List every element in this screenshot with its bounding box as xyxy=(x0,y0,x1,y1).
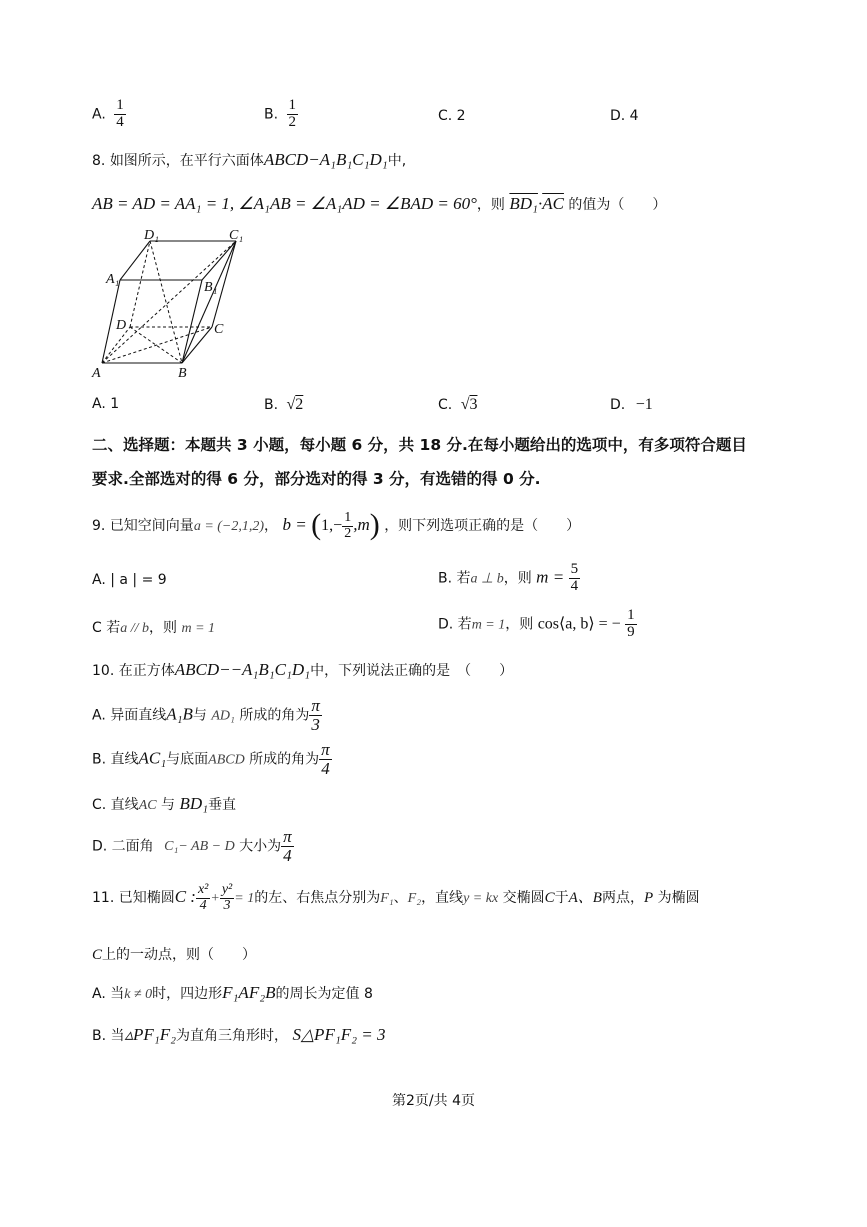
q9-stem: 9. 已知空间向量a = (−2,1,2)， b = (1,− $\frac{1}{2}$ ,m) ，则下列选项正确的是（ ） xyxy=(92,508,581,541)
q10-option-c: C. 直线AC 与 BD₁垂直 xyxy=(92,794,237,813)
q7-option-c: C. 2 xyxy=(438,108,466,124)
label-D: D xyxy=(116,318,127,333)
q8-stem: 8. 如图所示，在平行六面体ABCD−A₁B₁C₁D₁中, xyxy=(92,150,407,169)
q11-option-b: B. 当▵PF₁F₂为直角三角形时， S△PF₁F₂ = 3 xyxy=(92,1025,386,1044)
q11-stem: 11. 已知椭圆C : $\frac{\text{x²}}{4}$ + $\frac{\text{y²}}{3}$ = 1的左、右焦点分别为F₁、F₂，直线y = kx 交椭圆C于A、B两点，P 为椭圆 xyxy=(92,882,700,913)
q11-stem-line2: C上的一动点，则（ ） xyxy=(92,947,257,963)
parallelepiped-figure xyxy=(90,225,260,380)
q9-option-a: A. | a | = 9 xyxy=(92,572,167,588)
label-C1: C₁ xyxy=(229,228,244,243)
q10-option-d: D. 二面角 C₁− AB − D 大小为 $\frac{\pi}{4}$ xyxy=(92,827,292,865)
q8-option-b: B. √2 xyxy=(264,396,304,413)
section2-line2: 要求.全部选对的得 6 分，部分选对的得 3 分，有选错的得 0 分. xyxy=(92,470,541,488)
q10-stem: 10. 在正方体ABCD−−A₁B₁C₁D₁中，下列说法正确的是 （ ） xyxy=(92,660,514,679)
q8-option-c: C. √3 xyxy=(438,396,478,413)
q7-option-b: B. $\frac{1}{2}$ xyxy=(264,97,297,130)
label-A: A xyxy=(92,366,101,380)
q8-option-d: D. −1 xyxy=(610,396,653,413)
section2-line1: 二、选择题：本题共 3 小题，每小题 6 分，共 18 分.在每小题给出的选项中，有多项符合题目 xyxy=(92,436,747,454)
label-B1: B₁ xyxy=(204,280,218,295)
q7-option-a: A. $\frac{1}{4}$ xyxy=(92,97,124,130)
label-C: C xyxy=(214,322,224,337)
q10-option-b: B. 直线AC₁与底面ABCD 所成的角为 $\frac{\pi}{4}$ xyxy=(92,740,330,778)
label-D1: D₁ xyxy=(144,228,159,243)
q8-condition: AB = AD = AA₁ = 1, ∠A₁AB = ∠A₁AD = ∠BAD = 60°，则 $BD_1\cdot\overline{AC}$ 的值为（ ） xyxy=(92,194,667,213)
q7-option-d: D. 4 xyxy=(610,108,639,124)
q9-option-d: D. 若m = 1，则 cos⟨a, b⟩ = − $\frac{1}{9}$ xyxy=(438,607,635,640)
label-B: B xyxy=(178,366,187,380)
label-A1: A₁ xyxy=(106,272,120,287)
q9-option-c: C 若a // b，则 m = 1 xyxy=(92,620,216,636)
page-footer: 第2页/共 4页 xyxy=(392,1093,475,1109)
q10-option-a: A. 异面直线A₁B与 AD₁ 所成的角为 $\frac{\pi}{3}$ xyxy=(92,696,320,734)
q8-option-a: A. 1 xyxy=(92,396,120,412)
q9-option-b: B. 若a ⊥ b，则 m = $\frac{5}{4}$ xyxy=(438,561,579,594)
q11-option-a: A. 当k ≠ 0时，四边形F₁AF₂B的周长为定值 8 xyxy=(92,983,373,1002)
